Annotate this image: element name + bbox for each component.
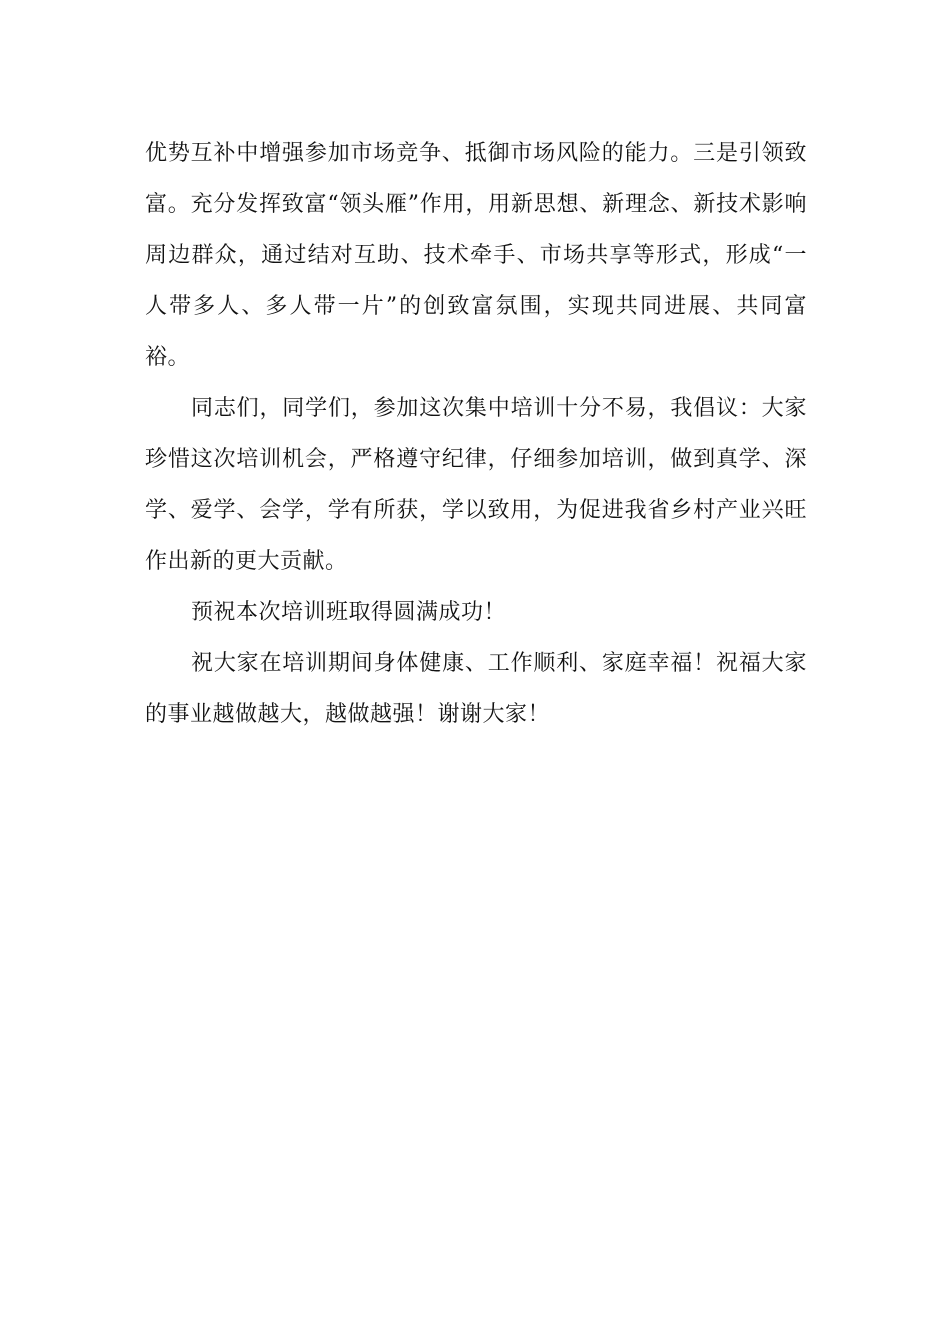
- document-body: [145, 128, 807, 740]
- paragraph-wish-success: 预祝本次培训班取得圆满成功！: [191, 600, 507, 625]
- paragraph-continuation: 优势互补中增强参加市场竞争、抵御市场风险的能力。三是引领致富。充分发挥致富“领头雁”作用，用新思想、新理念、新技术影响周边群众，通过结对互助、技术牵手、市场共享等形式，形成“一人带多人、多人带一片”的创致富氛围，实现共同进展、共同富裕。: [145, 141, 807, 370]
- paragraph-closing-blessing: 祝大家在培训期间身体健康、工作顺利、家庭幸福！祝福大家的事业越做越大，越做越强！谢谢大家！: [145, 651, 807, 727]
- paragraph-proposal: 同志们，同学们，参加这次集中培训十分不易，我倡议：大家珍惜这次培训机会，严格遵守纪律，仔细参加培训，做到真学、深学、爱学、会学，学有所获，学以致用，为促进我省乡村产业兴旺作出新的更大贡献。: [145, 396, 807, 574]
